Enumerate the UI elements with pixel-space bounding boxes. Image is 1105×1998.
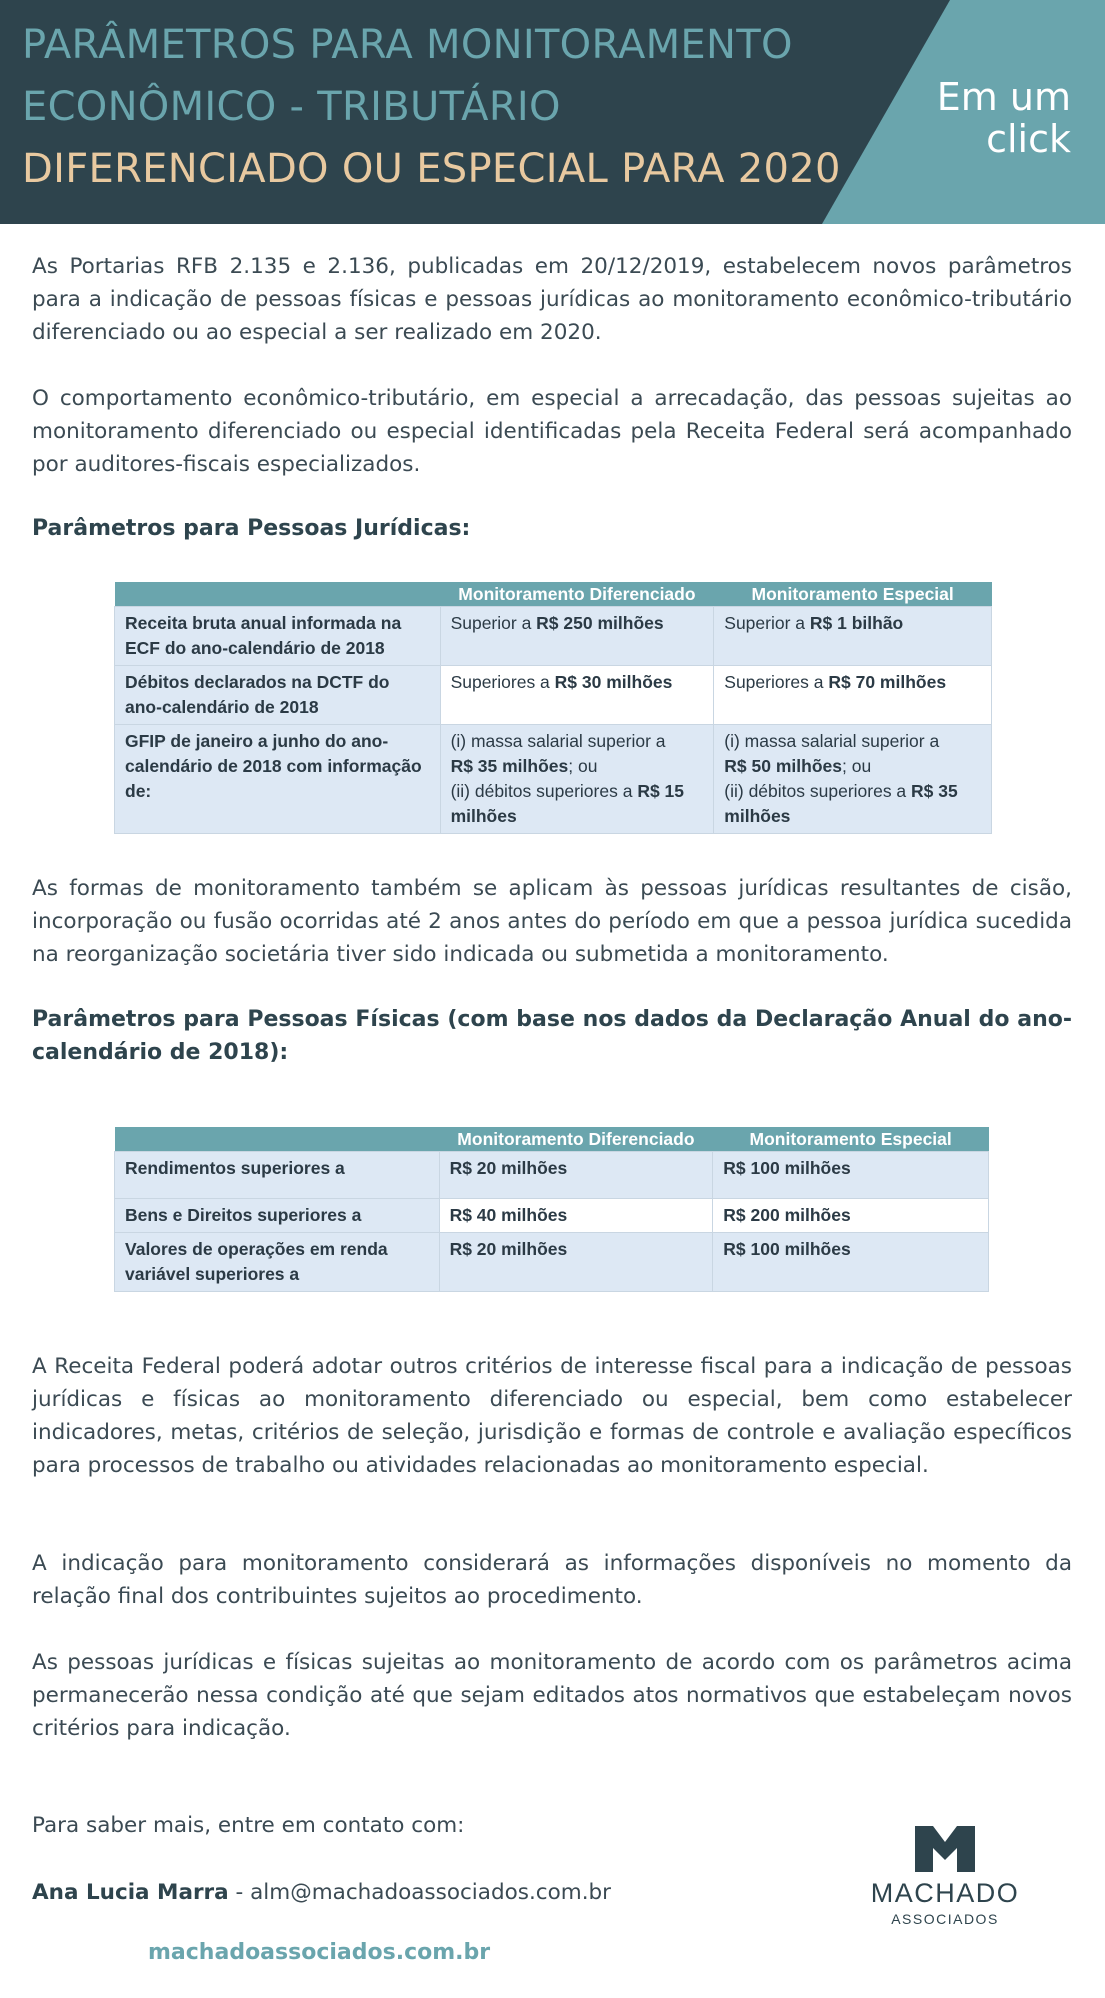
diferenciado-value: R$ 40 milhões	[439, 1199, 713, 1233]
value-prefix: Superiores a	[724, 672, 829, 692]
value-amount: R$ 35 milhões	[724, 781, 958, 826]
value-text: (ii) débitos superiores a	[450, 781, 638, 801]
contact-label: Para saber mais, entre em contato com:	[32, 1813, 465, 1838]
col-monitoramento-especial: Monitoramento Especial	[713, 1127, 989, 1152]
value-text: (i) massa salarial superior a	[724, 731, 940, 751]
pf-parameters-table	[114, 1127, 989, 1292]
row-label: Valores de operações em renda variável superiores a	[115, 1233, 440, 1292]
col-monitoramento-diferenciado: Monitoramento Diferenciado	[440, 582, 714, 607]
row-label: Bens e Direitos superiores a	[115, 1199, 440, 1233]
diferenciado-value: R$ 20 milhões	[439, 1233, 713, 1292]
pj-parameters-table	[114, 582, 992, 834]
diferenciado-value	[440, 725, 714, 834]
especial-value	[714, 666, 992, 725]
row-label: Receita bruta anual informada na ECF do ano-calendário de 2018	[115, 607, 441, 666]
row-label: Débitos declarados na DCTF do ano-calendário de 2018	[115, 666, 441, 725]
contact-email-link[interactable]: alm@machadoassociados.com.br	[250, 1880, 612, 1905]
row-label: GFIP de janeiro a junho do ano-calendário de 2018 com informação de:	[115, 725, 441, 834]
value-amount: R$ 70 milhões	[828, 672, 947, 692]
table-row	[115, 666, 992, 725]
value-amount: R$ 250 milhões	[536, 613, 664, 633]
table-header-row	[115, 582, 992, 607]
pf-heading: Parâmetros para Pessoas Físicas (com base nos dados da Declaração Anual do ano-calendário de 2018):	[32, 1007, 1072, 1065]
website-link[interactable]: machadoassociados.com.br	[148, 1940, 491, 1965]
table-row	[115, 1233, 989, 1292]
especial-value: R$ 100 milhões	[713, 1233, 989, 1292]
intro-paragraph-1: As Portarias RFB 2.135 e 2.136, publicadas em 20/12/2019, estabelecem novos parâmetros para a indicação de pessoas físicas e pessoas jurídicas ao monitoramento econômico-tributário diferenciado ou ao especial a ser realizado em 2020.	[32, 254, 1072, 345]
contact-separator: -	[228, 1880, 251, 1905]
especial-value	[714, 725, 992, 834]
table-row	[115, 607, 992, 666]
logo-subtitle: ASSOCIADOS	[891, 1911, 999, 1927]
value-text: ; ou	[841, 756, 872, 776]
value-amount: R$ 35 milhões	[450, 756, 569, 776]
contact-name: Ana Lucia Marra	[32, 1880, 229, 1905]
table-row	[115, 1152, 989, 1199]
especial-value: R$ 100 milhões	[713, 1152, 989, 1199]
intro-paragraph-2: O comportamento econômico-tributário, em especial a arrecadação, das pessoas sujeitas ao monitoramento diferenciado ou especial identificadas pela Receita Federal será acompanhado por auditores-fiscais especializados.	[32, 386, 1072, 477]
value-text: ; ou	[568, 756, 598, 776]
badge-line-2: click	[986, 117, 1071, 161]
header-corner-cell	[115, 1127, 440, 1152]
value-amount: R$ 15 milhões	[450, 781, 685, 826]
contact-line	[32, 1880, 611, 1905]
title-line-3: DIFERENCIADO OU ESPECIAL PARA 2020	[22, 146, 841, 192]
pj-heading: Parâmetros para Pessoas Jurídicas:	[32, 516, 471, 541]
value-amount: R$ 50 milhões	[724, 756, 842, 776]
criteria-paragraph: A Receita Federal poderá adotar outros critérios de interesse fiscal para a indicação de pessoas jurídicas e físicas ao monitoramento diferenciado ou especial, bem como estabelecer indicadores, metas, critérios de seleção, jurisdição e formas de controle e avaliação específicos para processos de trabalho ou atividades relacionadas ao monitoramento especial.	[32, 1354, 1072, 1478]
value-text: (ii) débitos superiores a	[724, 781, 912, 801]
condition-paragraph: As pessoas jurídicas e físicas sujeitas ao monitoramento de acordo com os parâmetros acima permanecerão nessa condição até que sejam editados atos normativos que estabeleçam novos critérios para indicação.	[32, 1650, 1072, 1741]
diferenciado-value	[440, 607, 714, 666]
diferenciado-value: R$ 20 milhões	[439, 1152, 713, 1199]
diferenciado-value	[440, 666, 714, 725]
badge-line-1: Em um	[936, 75, 1071, 119]
col-monitoramento-diferenciado: Monitoramento Diferenciado	[439, 1127, 713, 1152]
value-amount: R$ 1 bilhão	[809, 613, 904, 633]
especial-value: R$ 200 milhões	[713, 1199, 989, 1233]
row-label: Rendimentos superiores a	[115, 1152, 440, 1199]
logo-name: MACHADO	[870, 1878, 1020, 1908]
table-row	[115, 1199, 989, 1233]
col-monitoramento-especial: Monitoramento Especial	[714, 582, 992, 607]
especial-value	[714, 607, 992, 666]
title-line-1: PARÂMETROS PARA MONITORAMENTO	[22, 22, 793, 68]
logo-m-mark-icon	[915, 1826, 975, 1872]
value-prefix: Superior a	[724, 613, 810, 633]
header-banner	[0, 0, 1105, 224]
table-header-row	[115, 1127, 989, 1152]
value-prefix: Superior a	[450, 613, 537, 633]
em-um-click-badge	[937, 76, 1071, 160]
value-text: (i) massa salarial superior a	[450, 731, 666, 751]
table-row	[115, 725, 992, 834]
value-prefix: Superiores a	[450, 672, 555, 692]
value-amount: R$ 30 milhões	[554, 672, 673, 692]
machado-associados-logo	[860, 1826, 1030, 1927]
indication-paragraph: A indicação para monitoramento considerará as informações disponíveis no momento da relação final dos contribuintes sujeitos ao procedimento.	[32, 1551, 1072, 1609]
title-line-2: ECONÔMICO - TRIBUTÁRIO	[22, 84, 561, 130]
header-corner-cell	[115, 582, 441, 607]
reorganization-paragraph: As formas de monitoramento também se aplicam às pessoas jurídicas resultantes de cisão, incorporação ou fusão ocorridas até 2 anos antes do período em que a pessoa jurídica sucedida na reorganização societária tiver sido indicada ou submetida a monitoramento.	[32, 876, 1072, 967]
